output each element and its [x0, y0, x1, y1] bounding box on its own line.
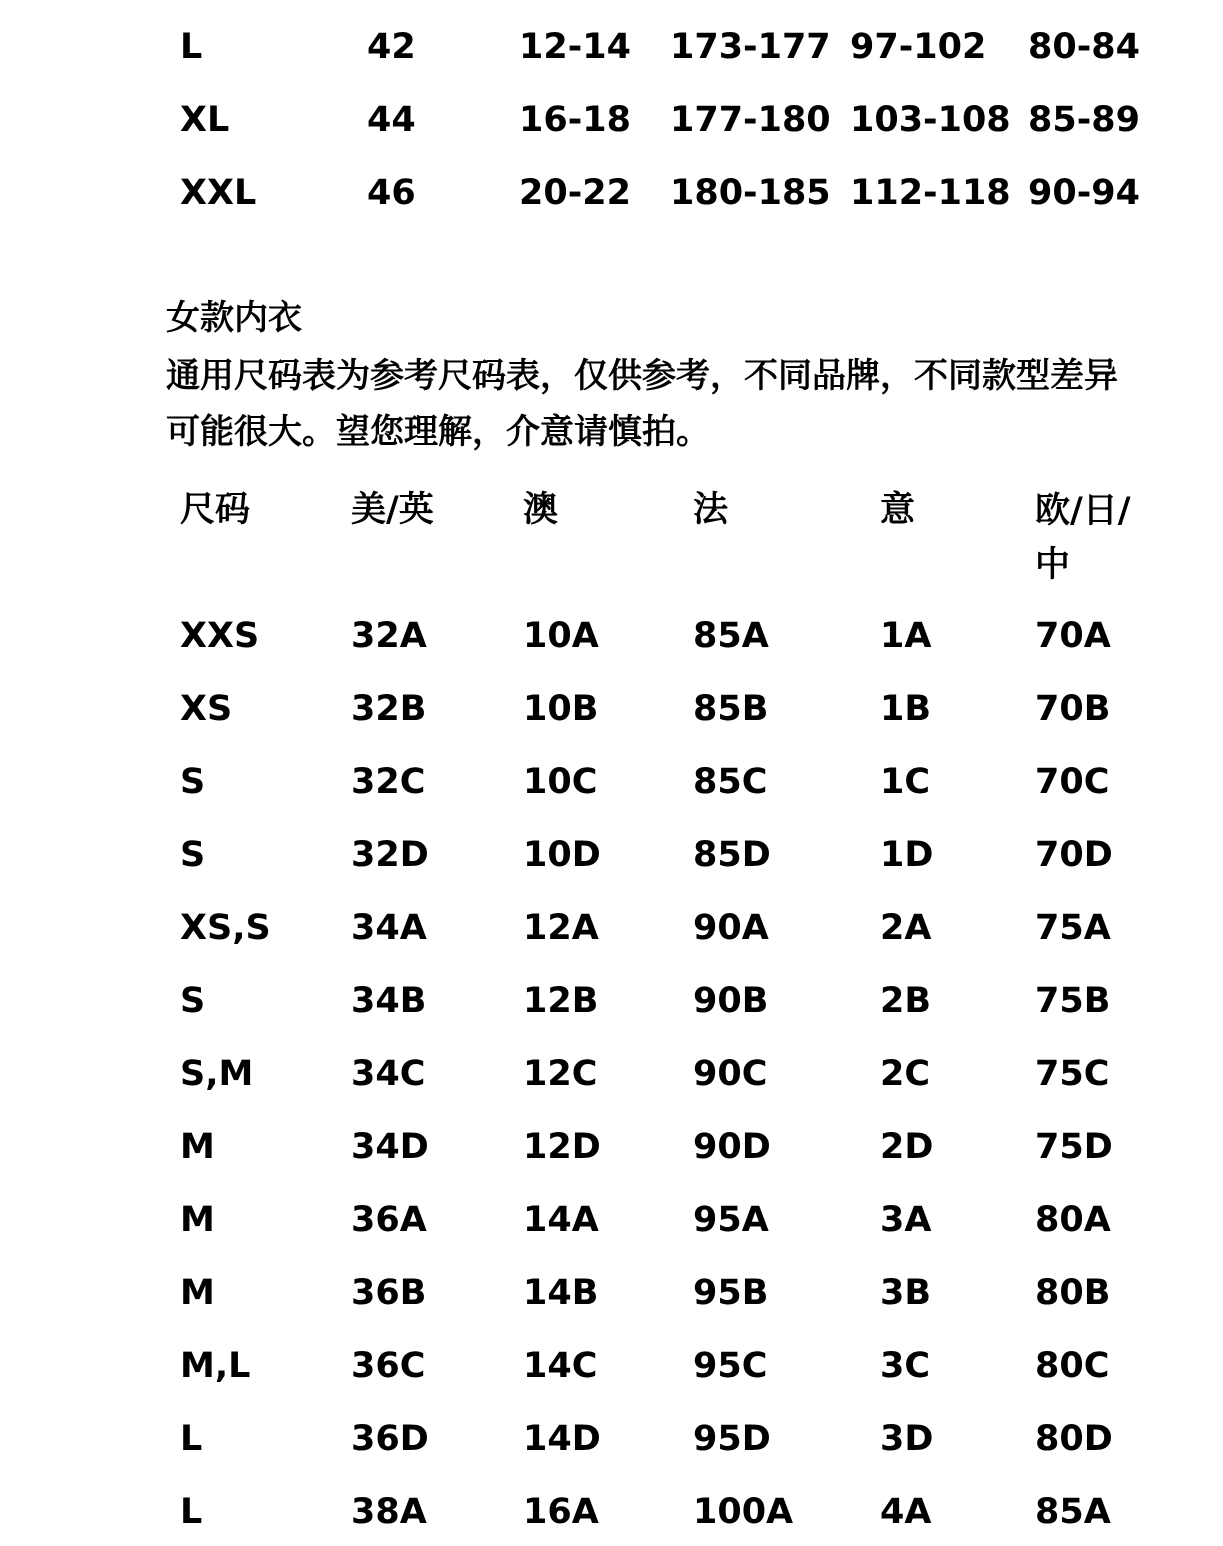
table-cell: 80D	[1035, 1419, 1113, 1459]
table-cell: M	[180, 1200, 215, 1240]
note-line-2: 可能很大。望您理解，介意请慎拍。	[166, 412, 710, 452]
header-fr: 法	[693, 490, 729, 530]
table-cell: M,L	[180, 1346, 251, 1386]
header-it: 意	[880, 490, 916, 530]
table-cell: 32A	[351, 616, 427, 656]
table-cell: 3A	[880, 1200, 932, 1240]
table-cell: 1B	[880, 689, 932, 729]
table-cell: XS	[180, 689, 233, 729]
table-cell: 12C	[523, 1054, 598, 1094]
header-eu-jp-cn: 欧/日/中	[1035, 491, 1131, 585]
table-cell: 90A	[693, 908, 769, 948]
table-cell: 80B	[1035, 1273, 1111, 1313]
table-cell: S	[180, 762, 206, 802]
table-cell: 12B	[523, 981, 599, 1021]
table-cell: 36C	[351, 1346, 426, 1386]
table-cell: 177-180	[670, 100, 831, 140]
table-cell: 70B	[1035, 689, 1111, 729]
table-cell: 75C	[1035, 1054, 1110, 1094]
table-cell: 85A	[1035, 1492, 1111, 1532]
table-cell: 70A	[1035, 616, 1111, 656]
table-cell: 75D	[1035, 1127, 1113, 1167]
table-cell: 16-18	[519, 100, 631, 140]
table-cell: 95C	[693, 1346, 768, 1386]
table-cell: 75A	[1035, 908, 1111, 948]
table-cell: 20-22	[519, 173, 631, 213]
table-cell: 70C	[1035, 762, 1110, 802]
table-cell: 36B	[351, 1273, 427, 1313]
table-cell: 36D	[351, 1419, 429, 1459]
table-cell: 2C	[880, 1054, 931, 1094]
table-cell: M	[180, 1127, 215, 1167]
table-cell: 180-185	[670, 173, 831, 213]
table-cell: XS,S	[180, 908, 271, 948]
table-cell: L	[180, 1492, 203, 1532]
table-cell: 4A	[880, 1492, 932, 1532]
table-cell: 90C	[693, 1054, 768, 1094]
table-cell: 85A	[693, 616, 769, 656]
table-cell: 3B	[880, 1273, 932, 1313]
women-section-title: 女款内衣	[166, 298, 302, 338]
table-cell: 34A	[351, 908, 427, 948]
header-au: 澳	[523, 490, 559, 530]
table-cell: 1C	[880, 762, 931, 802]
table-cell: 34C	[351, 1054, 426, 1094]
table-cell: 112-118	[850, 173, 1011, 213]
table-cell: 36A	[351, 1200, 427, 1240]
table-cell: 3C	[880, 1346, 931, 1386]
table-cell: 12A	[523, 908, 599, 948]
header-size: 尺码	[180, 490, 251, 530]
table-cell: 90-94	[1028, 173, 1140, 213]
table-cell: 42	[367, 27, 416, 67]
table-cell: 34B	[351, 981, 427, 1021]
table-cell: 32B	[351, 689, 427, 729]
table-cell: 85D	[693, 835, 771, 875]
table-cell: 12D	[523, 1127, 601, 1167]
table-cell: 46	[367, 173, 416, 213]
table-cell: 12-14	[519, 27, 631, 67]
table-cell: 85C	[693, 762, 768, 802]
table-cell: XXS	[180, 616, 260, 656]
table-cell: 95D	[693, 1419, 771, 1459]
table-cell: 16A	[523, 1492, 599, 1532]
table-cell: 14A	[523, 1200, 599, 1240]
table-cell: 14C	[523, 1346, 598, 1386]
table-cell: 14D	[523, 1419, 601, 1459]
table-cell: L	[180, 1419, 203, 1459]
table-cell: 10B	[523, 689, 599, 729]
table-cell: 10A	[523, 616, 599, 656]
table-cell: 75B	[1035, 981, 1111, 1021]
table-cell: 90D	[693, 1127, 771, 1167]
table-cell: 95A	[693, 1200, 769, 1240]
table-cell: XL	[180, 100, 230, 140]
table-cell: XXL	[180, 173, 257, 213]
table-cell: 32C	[351, 762, 426, 802]
table-cell: 80A	[1035, 1200, 1111, 1240]
size-chart-note	[166, 348, 1216, 460]
table-cell: 38A	[351, 1492, 427, 1532]
table-cell: 2A	[880, 908, 932, 948]
table-cell: S	[180, 981, 206, 1021]
table-cell: S	[180, 835, 206, 875]
table-cell: L	[180, 27, 203, 67]
table-cell: 34D	[351, 1127, 429, 1167]
table-cell: 70D	[1035, 835, 1113, 875]
note-line-1: 通用尺码表为参考尺码表，仅供参考，不同品牌，不同款型差异	[166, 356, 1118, 396]
table-cell: 14B	[523, 1273, 599, 1313]
table-cell: 3D	[880, 1419, 934, 1459]
table-cell: 97-102	[850, 27, 987, 67]
table-cell: 103-108	[850, 100, 1011, 140]
header-us-uk: 美/英	[351, 490, 434, 530]
table-cell: 95B	[693, 1273, 769, 1313]
table-cell: 1A	[880, 616, 932, 656]
table-cell: 44	[367, 100, 416, 140]
table-cell: 10C	[523, 762, 598, 802]
table-cell: 10D	[523, 835, 601, 875]
table-cell: S,M	[180, 1054, 254, 1094]
table-cell: 80-84	[1028, 27, 1140, 67]
table-cell: 85-89	[1028, 100, 1140, 140]
table-cell: 85B	[693, 689, 769, 729]
table-cell: 2D	[880, 1127, 934, 1167]
table-cell: 32D	[351, 835, 429, 875]
table-cell: M	[180, 1273, 215, 1313]
table-cell: 80C	[1035, 1346, 1110, 1386]
table-cell: 1D	[880, 835, 934, 875]
table-cell: 90B	[693, 981, 769, 1021]
table-cell: 100A	[693, 1492, 794, 1532]
table-cell: 173-177	[670, 27, 831, 67]
table-cell: 2B	[880, 981, 932, 1021]
